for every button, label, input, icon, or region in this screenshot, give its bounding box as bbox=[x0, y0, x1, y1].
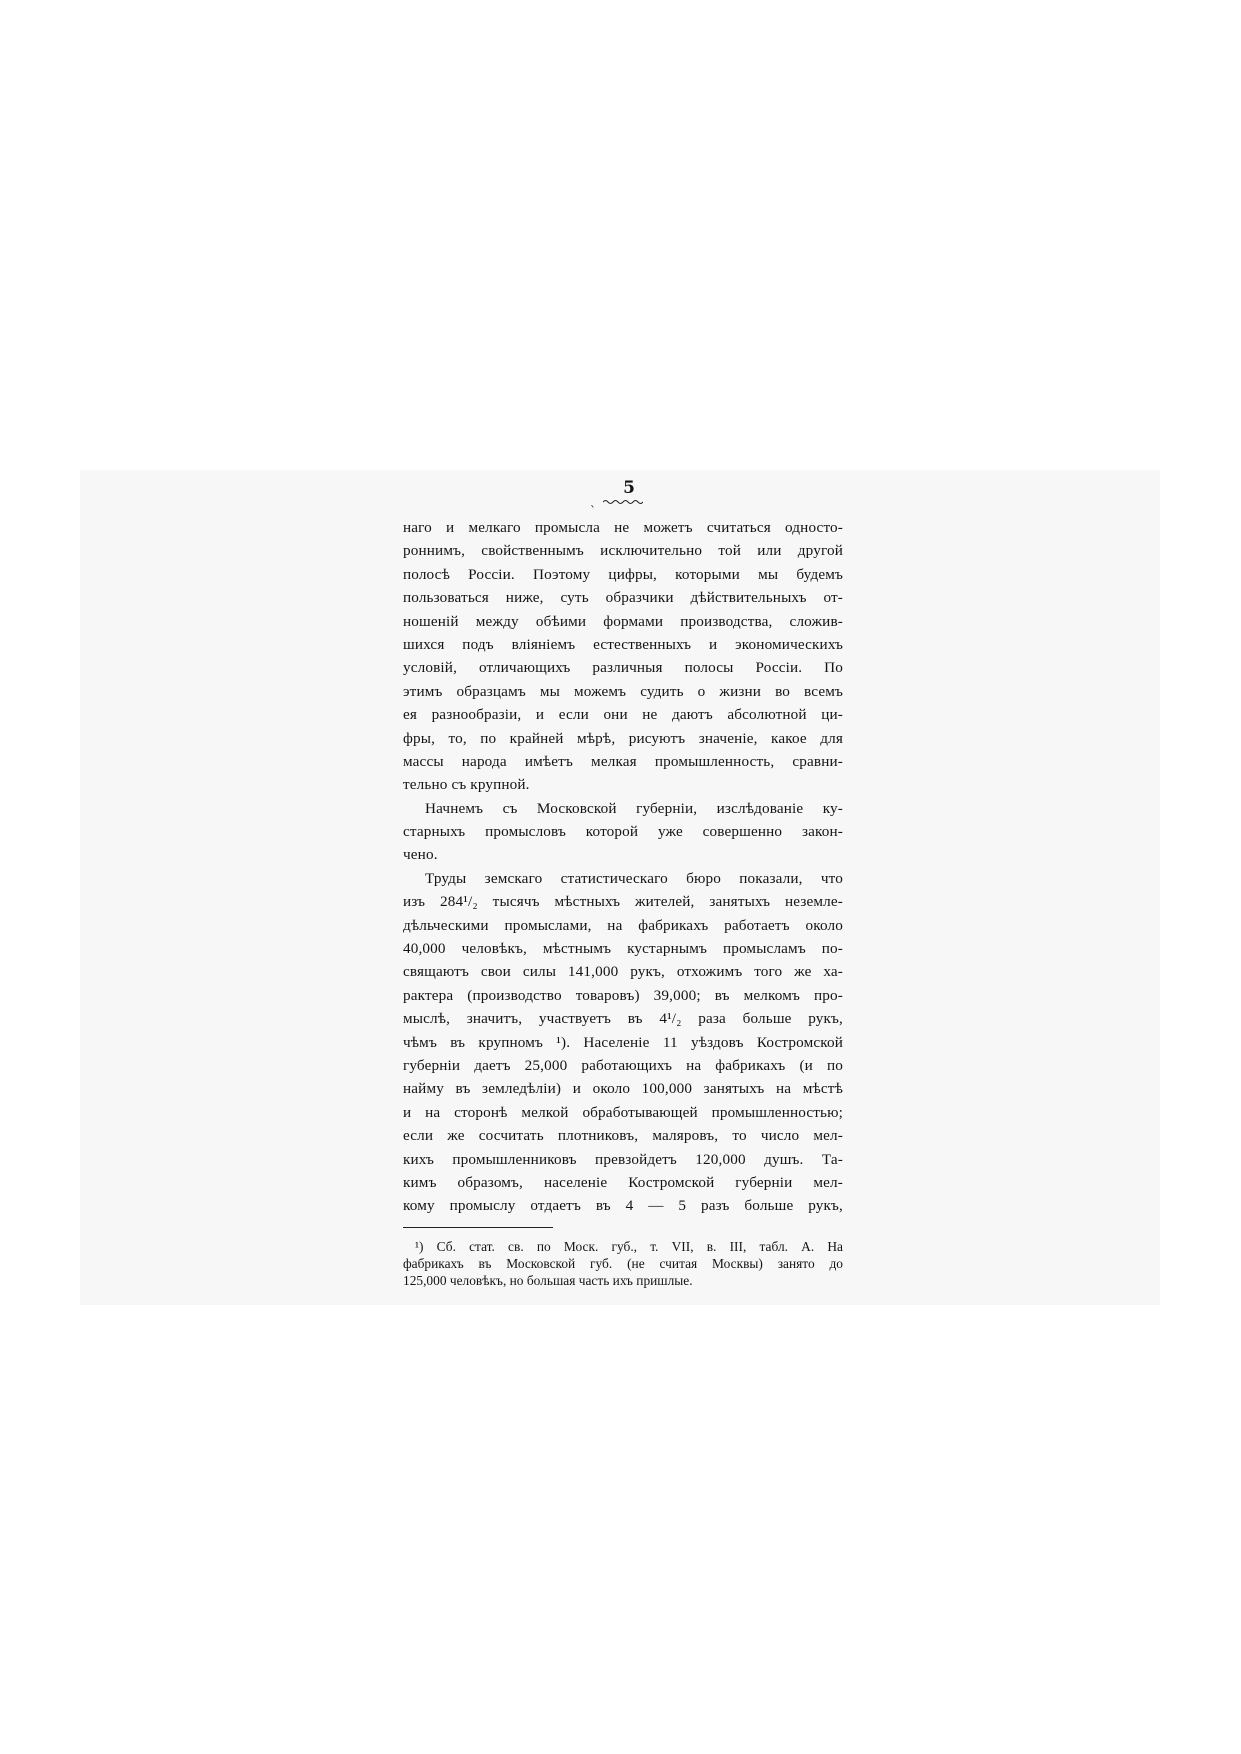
body-text-line: Труды земскаго статистическаго бюро показали, что bbox=[425, 869, 843, 887]
body-text-line: Начнемъ съ Московской губерніи, изслѣдованіе ку- bbox=[425, 799, 843, 817]
body-text-line: кому промыслу отдаетъ въ 4 — 5 разъ больше рукъ, bbox=[403, 1197, 843, 1215]
body-text-line: условій, отличающихъ различныя полосы Россіи. По bbox=[403, 659, 843, 677]
body-text-line: полосѣ Россіи. Поэтому цифры, которыми мы будемъ bbox=[403, 565, 843, 583]
body-text-line: этимъ образцамъ мы можемъ судить о жизни во всемъ bbox=[403, 682, 843, 700]
body-text-line: свящаютъ свои силы 141,000 рукъ, отхожимъ того же ха- bbox=[403, 963, 843, 981]
body-text-line: ея разнообразіи, и если они не даютъ абсолютной ци- bbox=[403, 706, 843, 724]
body-text-line: рактера (производство товаровъ) 39,000; въ мелкомъ про- bbox=[403, 986, 843, 1004]
body-text-line: тельно съ крупной. bbox=[403, 776, 530, 794]
body-text-line: наго и мелкаго промысла не можетъ считаться односто- bbox=[403, 519, 843, 536]
body-text-line: старныхъ промысловъ которой уже совершенно закон- bbox=[403, 823, 843, 841]
footnote bbox=[403, 1238, 843, 1289]
footnote-separator bbox=[403, 1227, 553, 1228]
body-text-line: кимъ образомъ, населеніе Костромской губерніи мел- bbox=[403, 1173, 843, 1191]
body-text-line: фры, то, по крайней мѣрѣ, рисуютъ значеніе, какое для bbox=[403, 729, 843, 747]
body-text-line: массы народа имѣетъ мелкая промышленность, сравни- bbox=[403, 752, 843, 770]
body-text-line: если же сосчитать плотниковъ, маляровъ, то число мел- bbox=[403, 1127, 843, 1145]
body-text-line: чѣмъ въ крупномъ ¹). Населеніе 11 уѣздовъ Костромской bbox=[403, 1033, 843, 1051]
stray-mark: ˋ bbox=[590, 504, 596, 518]
body-text-line: и на сторонѣ мелкой обработывающей промышленностью; bbox=[403, 1103, 843, 1121]
footnote-line: ¹) Сб. стат. св. по Моск. губ., т. VII, в. III, табл. А. На bbox=[415, 1238, 843, 1254]
body-text-line: кихъ промышленниковъ превзойдетъ 120,000 душъ. Та- bbox=[403, 1150, 843, 1168]
body-text-line: чено. bbox=[403, 846, 438, 864]
body-text-line: дѣльческими промыслами, на фабрикахъ работаетъ около bbox=[403, 916, 843, 934]
body-text-line: роннимъ, свойственнымъ исключительно той или другой bbox=[403, 542, 843, 560]
body-text-line: изъ 284¹/₂ тысячъ мѣстныхъ жителей, занятыхъ неземле- bbox=[403, 893, 843, 911]
page-number: 5 bbox=[623, 478, 635, 498]
body-text-line: найму въ земледѣліи) и около 100,000 занятыхъ на мѣстѣ bbox=[403, 1080, 843, 1098]
footnote-line: 125,000 человѣкъ, но большая часть ихъ пришлые. bbox=[403, 1272, 693, 1288]
body-text-line: пользоваться ниже, суть образчики дѣйствительныхъ от- bbox=[403, 589, 843, 607]
body-text-line: ношеній между обѣими формами производства, сложив- bbox=[403, 612, 843, 630]
body-text-line: шихся подъ вліяніемъ естественныхъ и экономическихъ bbox=[403, 635, 843, 653]
footnote-line: фабрикахъ въ Московской губ. (не считая Москвы) занято до bbox=[403, 1255, 843, 1271]
document-page bbox=[403, 478, 843, 1289]
page-number-wavy-rule bbox=[603, 498, 643, 506]
body-text bbox=[403, 516, 843, 1218]
body-text-line: 40,000 человѣкъ, мѣстнымъ кустарнымъ промысламъ по- bbox=[403, 940, 843, 958]
body-text-line: мыслѣ, значитъ, участвуетъ въ 4¹/₂ раза больше рукъ, bbox=[403, 1010, 843, 1028]
body-text-line: губерніи даетъ 25,000 работающихъ на фабрикахъ (и по bbox=[403, 1056, 843, 1074]
